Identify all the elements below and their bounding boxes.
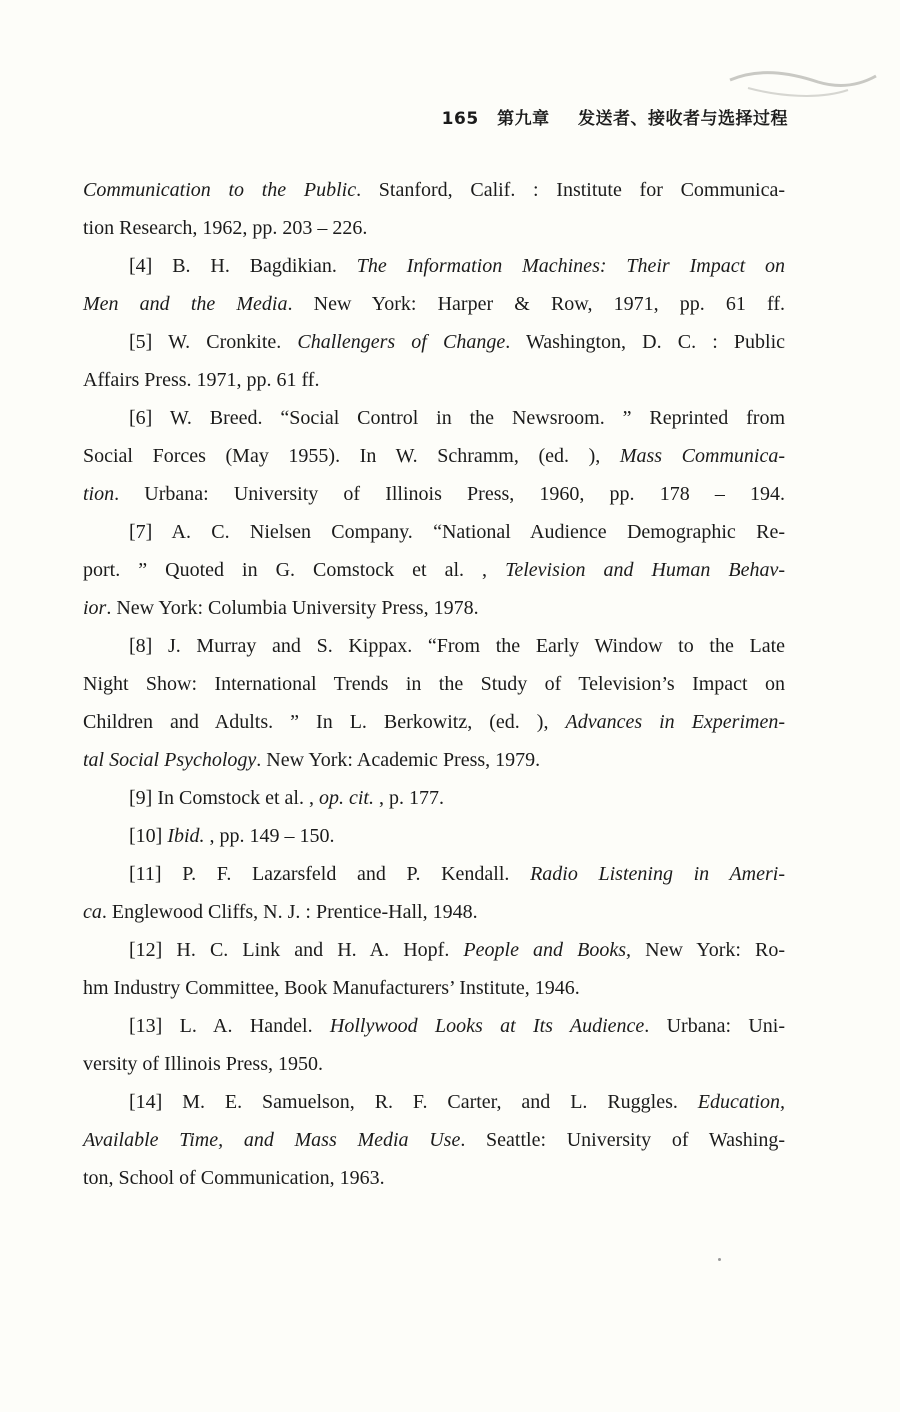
italic-title-text: People and Books, bbox=[463, 939, 632, 961]
references-list bbox=[83, 171, 785, 1197]
reference-text: Night Show: International Trends in the Study of Television’s Impact on bbox=[83, 673, 785, 695]
italic-title-text: op. cit. bbox=[318, 787, 374, 809]
reference-text: . Washington, D. C. : Public bbox=[505, 331, 786, 353]
italic-title-text: Television and Human Behav- bbox=[505, 559, 786, 581]
reference-text: [11] P. F. Lazarsfeld and P. Kendall. bbox=[129, 863, 531, 885]
chapter-label: 第九章 bbox=[497, 109, 550, 129]
italic-title-text: Communication to the Public bbox=[83, 179, 357, 201]
reference-text: versity of Illinois Press, 1950. bbox=[83, 1053, 323, 1075]
page-speck bbox=[718, 1258, 721, 1261]
italic-title-text: Radio Listening in Ameri- bbox=[530, 863, 786, 885]
reference-text: ton, School of Communication, 1963. bbox=[83, 1167, 385, 1189]
reference-text: [13] L. A. Handel. bbox=[129, 1015, 330, 1037]
reference-text: port. ” Quoted in G. Comstock et al. , bbox=[83, 559, 506, 581]
italic-title-text: ior bbox=[83, 597, 107, 619]
reference-line bbox=[83, 893, 785, 931]
reference-text: . Urbana: University of Illinois Press, 1960, pp. 178 – 194. bbox=[114, 483, 785, 505]
reference-line bbox=[83, 931, 785, 969]
reference-text: [6] W. Breed. “Social Control in the Newsroom. ” Reprinted from bbox=[129, 407, 785, 429]
reference-text: , pp. 149 – 150. bbox=[204, 825, 335, 847]
reference-line bbox=[83, 1083, 785, 1121]
reference-line bbox=[83, 437, 785, 475]
reference-line bbox=[83, 969, 785, 1007]
reference-text: [12] H. C. Link and H. A. Hopf. bbox=[129, 939, 464, 961]
reference-text: . New York: Columbia University Press, 1978. bbox=[106, 597, 479, 619]
italic-title-text: Education, bbox=[697, 1091, 785, 1113]
reference-text: . New York: Harper & Row, 1971, pp. 61 ff. bbox=[287, 293, 785, 315]
reference-text: Children and Adults. ” In L. Berkowitz, (ed. ), bbox=[83, 711, 566, 733]
reference-text: Social Forces (May 1955). In W. Schramm, (ed. ), bbox=[83, 445, 620, 467]
reference-text: [9] In Comstock et al. , bbox=[129, 787, 319, 809]
italic-title-text: Challengers of Change bbox=[297, 331, 506, 353]
reference-line bbox=[83, 855, 785, 893]
reference-text: Affairs Press. 1971, pp. 61 ff. bbox=[83, 369, 320, 391]
reference-line bbox=[83, 1045, 785, 1083]
italic-title-text: Mass Communica- bbox=[619, 445, 786, 467]
italic-title-text: Men and the Media bbox=[83, 293, 288, 315]
reference-line bbox=[83, 741, 785, 779]
reference-line bbox=[83, 1159, 785, 1197]
reference-text: . Seattle: University of Washing- bbox=[460, 1129, 785, 1151]
reference-text: . New York: Academic Press, 1979. bbox=[256, 749, 541, 771]
reference-line bbox=[83, 285, 785, 323]
reference-text: [4] B. H. Bagdikian. bbox=[129, 255, 357, 277]
reference-text: [8] J. Murray and S. Kippax. “From the Early Window to the Late bbox=[129, 635, 785, 657]
reference-text: tion Research, 1962, pp. 203 – 226. bbox=[83, 217, 368, 239]
reference-line bbox=[83, 551, 785, 589]
reference-text: [14] M. E. Samuelson, R. F. Carter, and L. Ruggles. bbox=[129, 1091, 698, 1113]
reference-line bbox=[83, 779, 785, 817]
reference-line bbox=[83, 361, 785, 399]
reference-line bbox=[83, 627, 785, 665]
reference-text: . Urbana: Uni- bbox=[644, 1015, 785, 1037]
reference-text: hm Industry Committee, Book Manufacturers’ Institute, 1946. bbox=[83, 977, 580, 999]
reference-line bbox=[83, 399, 785, 437]
reference-line bbox=[83, 323, 785, 361]
reference-text: . Stanford, Calif. : Institute for Communica- bbox=[356, 179, 785, 201]
reference-line bbox=[83, 703, 785, 741]
italic-title-text: tion bbox=[83, 483, 115, 505]
reference-line bbox=[83, 589, 785, 627]
italic-title-text: The Information Machines: Their Impact on bbox=[356, 255, 785, 277]
italic-title-text: tal Social Psychology bbox=[83, 749, 257, 771]
reference-line bbox=[83, 209, 785, 247]
chapter-title: 发送者、接收者与选择过程 bbox=[578, 109, 788, 129]
italic-title-text: Advances in Experimen- bbox=[565, 711, 785, 733]
reference-line bbox=[83, 475, 785, 513]
reference-text: , p. 177. bbox=[373, 787, 444, 809]
italic-title-text: ca bbox=[83, 901, 102, 923]
reference-line bbox=[83, 1007, 785, 1045]
reference-line bbox=[83, 247, 785, 285]
italic-title-text: Available Time, and Mass Media Use bbox=[83, 1129, 461, 1151]
reference-text: New York: Ro- bbox=[631, 939, 786, 961]
reference-text: . Englewood Cliffs, N. J. : Prentice-Hall, 1948. bbox=[101, 901, 478, 923]
italic-title-text: Hollywood Looks at Its Audience bbox=[329, 1015, 645, 1037]
running-header bbox=[442, 104, 788, 129]
reference-line bbox=[83, 1121, 785, 1159]
reference-line bbox=[83, 817, 785, 855]
reference-text: [5] W. Cronkite. bbox=[129, 331, 298, 353]
italic-title-text: Ibid. bbox=[167, 825, 205, 847]
reference-line bbox=[83, 171, 785, 209]
reference-line bbox=[83, 665, 785, 703]
reference-text: [10] bbox=[129, 825, 168, 847]
page-number: 165 bbox=[441, 109, 479, 129]
reference-text: [7] A. C. Nielsen Company. “National Audience Demographic Re- bbox=[129, 521, 785, 543]
reference-line bbox=[83, 513, 785, 551]
